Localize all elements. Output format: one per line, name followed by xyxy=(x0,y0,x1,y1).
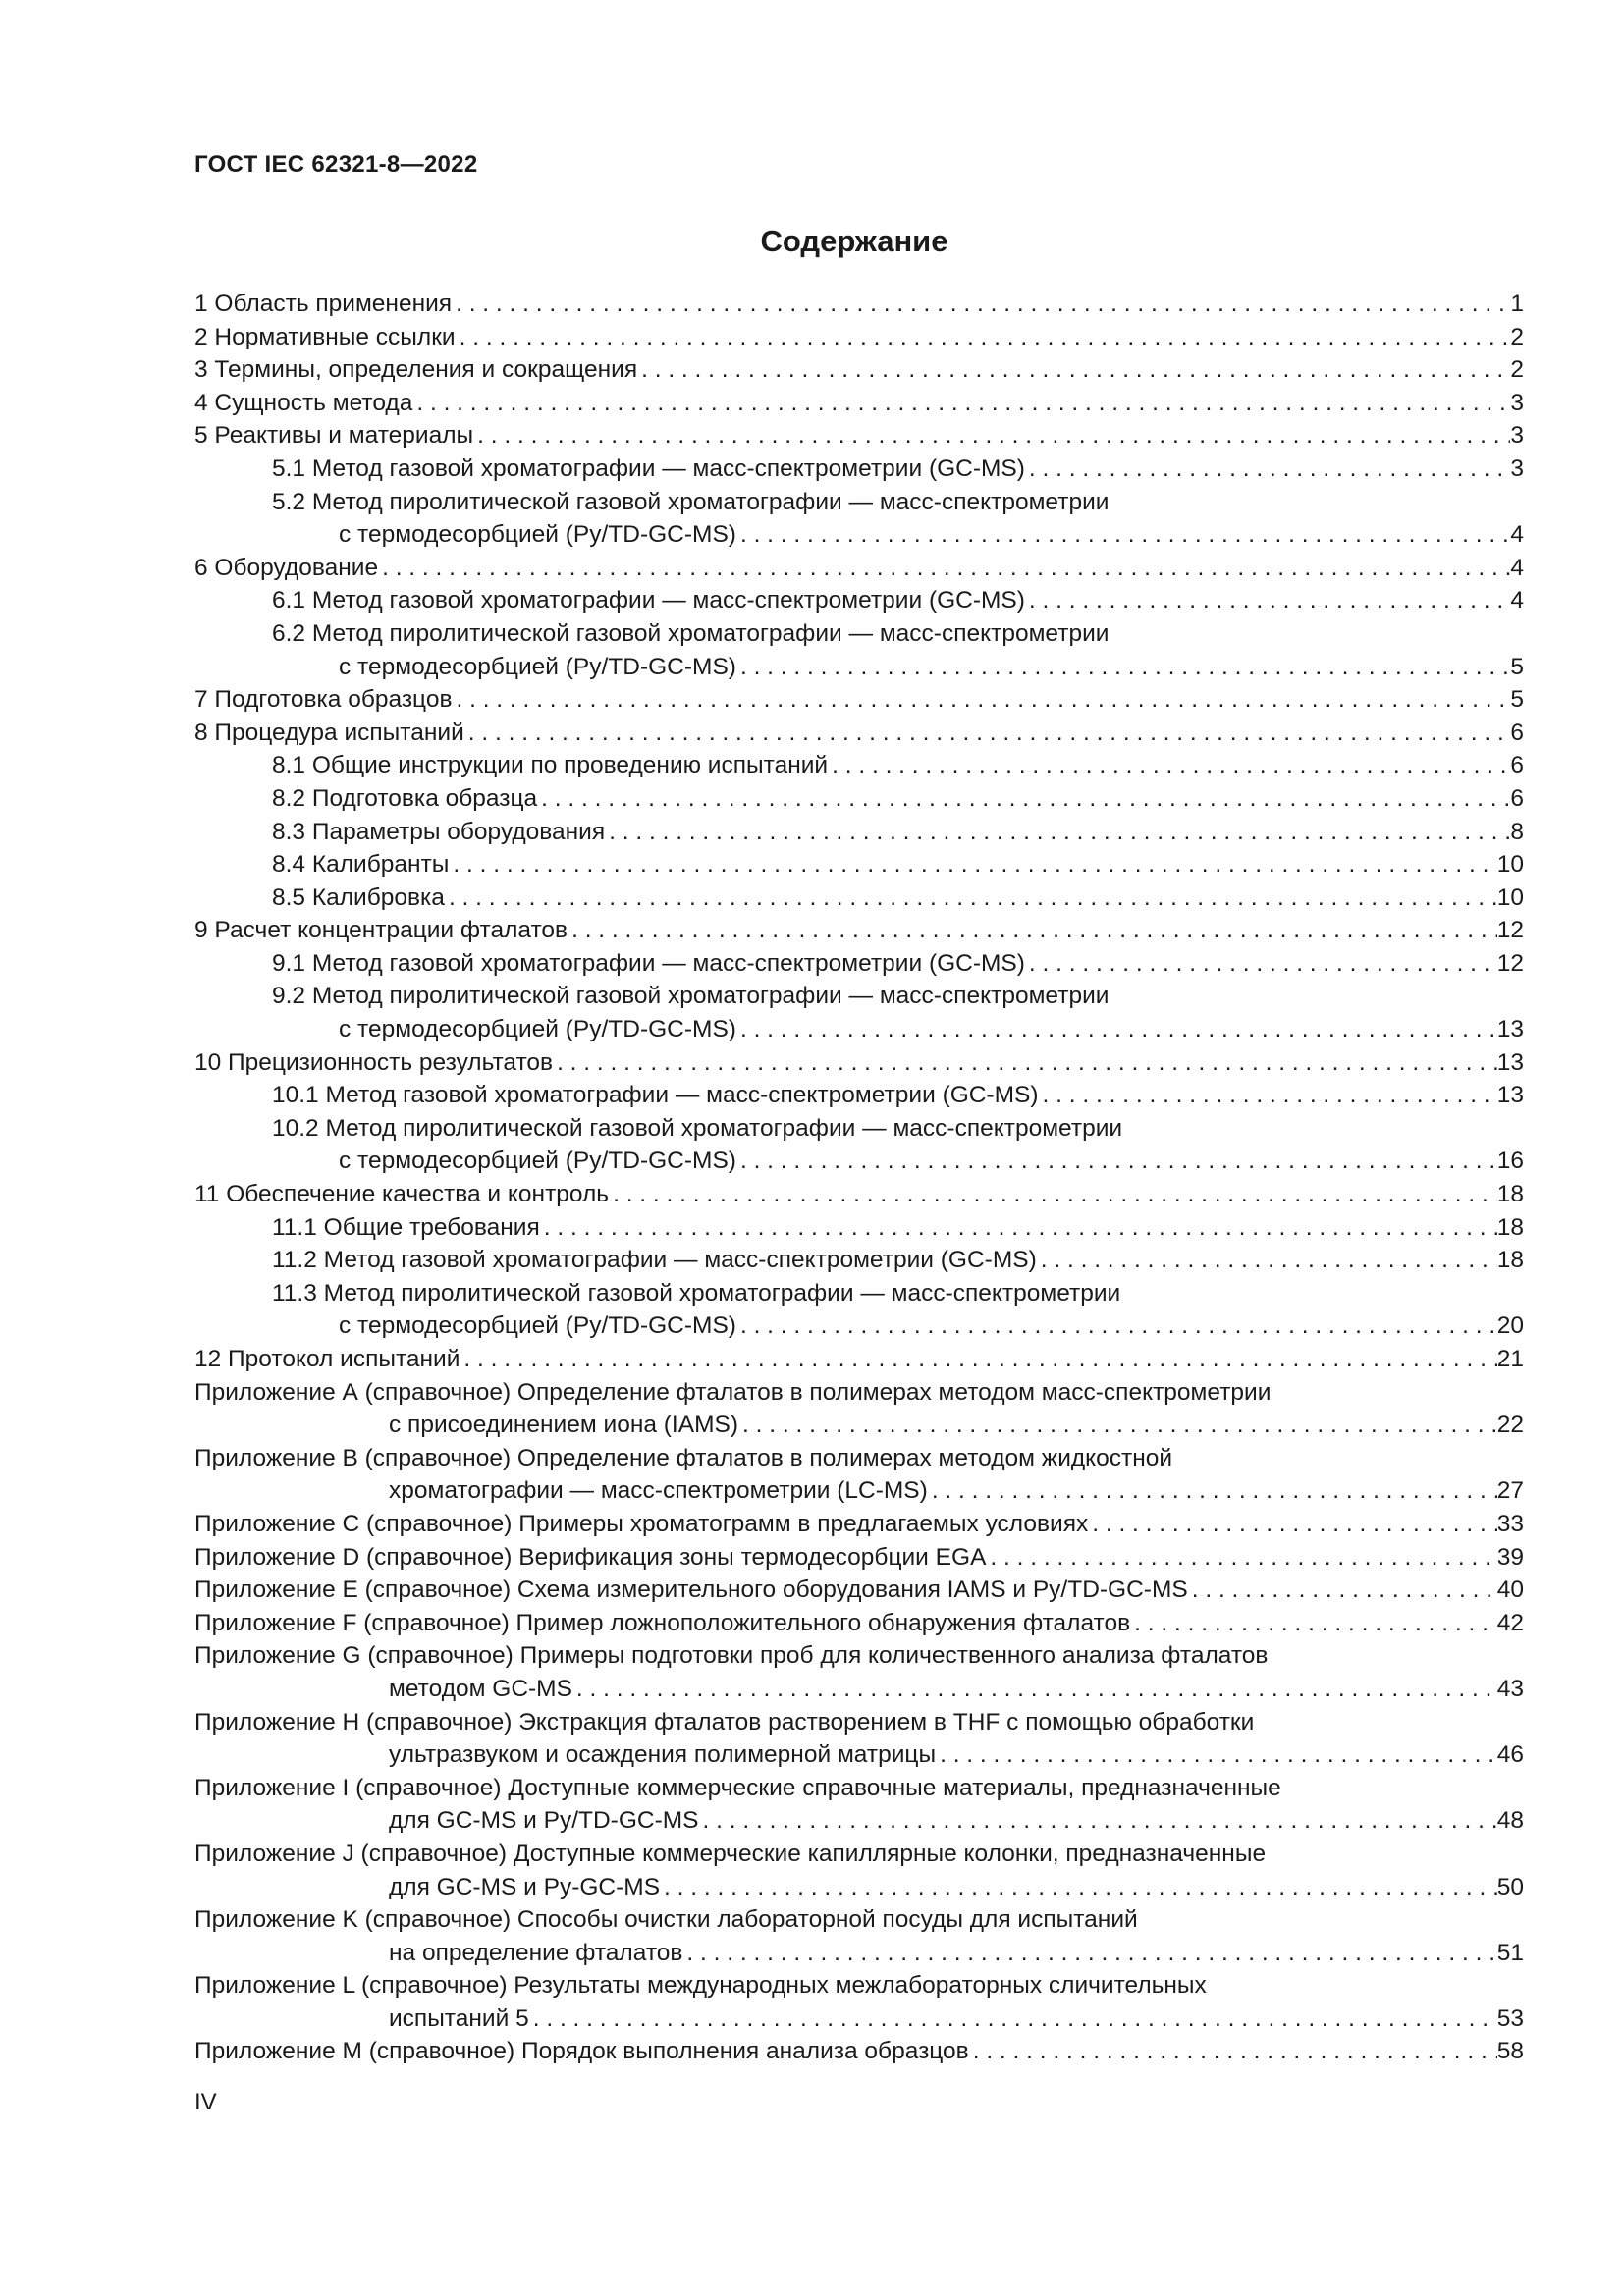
toc-entry[interactable] xyxy=(194,1343,1524,1376)
toc-entry[interactable] xyxy=(194,749,1524,782)
dot-leader xyxy=(703,1804,1497,1838)
toc-entry[interactable] xyxy=(194,848,1524,881)
toc-page-number: 42 xyxy=(1496,1609,1524,1636)
toc-entry-title: Приложение В (справочное) Определение фталатов в полимерах методом жидкостной xyxy=(194,1444,1173,1471)
toc-page-number: 6 xyxy=(1510,752,1524,779)
toc-entry[interactable] xyxy=(194,288,1524,321)
dot-leader xyxy=(740,1013,1497,1046)
toc-entry-title: 8 Процедура испытаний xyxy=(194,719,464,746)
toc-page-number: 5 xyxy=(1510,686,1524,714)
toc-page-number: 39 xyxy=(1496,1543,1524,1571)
toc-entry-title: 9.2 Метод пиролитической газовой хроматографии — масс-спектрометрии xyxy=(272,983,1110,1010)
toc-entry[interactable] xyxy=(194,617,1524,683)
toc-entry-title: Приложение L (справочное) Результаты международных межлабораторных сличительных xyxy=(194,1972,1207,2000)
toc-entry-title: 11.3 Метод пиролитической газовой хроматографии — масс-спектрометрии xyxy=(272,1279,1121,1307)
dot-leader xyxy=(973,2035,1497,2068)
toc-entry-title: 6.2 Метод пиролитической газовой хроматографии — масс-спектрометрии xyxy=(272,619,1110,647)
dot-leader xyxy=(533,2002,1497,2036)
toc-page-number: 58 xyxy=(1496,2038,1524,2065)
toc-entry-title: с термодесорбцией (Py/TD-GC-MS) xyxy=(339,1016,736,1043)
toc-entry-title: Приложение А (справочное) Определение фталатов в полимерах методом масс-спектрометрии xyxy=(194,1378,1272,1406)
dot-leader xyxy=(932,1474,1497,1508)
toc-entry-title: 8.1 Общие инструкции по проведению испытаний xyxy=(272,752,829,779)
toc-entry[interactable] xyxy=(194,486,1524,552)
toc-page-number: 4 xyxy=(1510,554,1524,581)
toc-entry[interactable] xyxy=(194,453,1524,486)
toc-entry-title: Приложение J (справочное) Доступные коммерческие капиллярные колонки, предназначенные xyxy=(194,1840,1267,1867)
toc-entry-title: для GC-MS и Py-GC-MS xyxy=(389,1873,661,1900)
dot-leader xyxy=(468,717,1511,750)
toc-entry[interactable] xyxy=(194,1541,1524,1575)
toc-page-number: 50 xyxy=(1496,1873,1524,1900)
dot-leader xyxy=(544,1211,1497,1245)
toc-entry-title: для GC-MS и Py/TD-GC-MS xyxy=(389,1807,699,1835)
toc-entry[interactable] xyxy=(194,1277,1524,1343)
dot-leader xyxy=(613,1178,1497,1211)
toc-entry-title: на определение фталатов xyxy=(389,1939,683,1966)
toc-page-number: 3 xyxy=(1510,422,1524,450)
dot-leader xyxy=(641,353,1510,387)
toc-entry-title: Приложение F (справочное) Пример ложноположительного обнаружения фталатов xyxy=(194,1609,1131,1636)
toc-entry-title: 5 Реактивы и материалы xyxy=(194,422,474,450)
toc-entry-title: 8.3 Параметры оборудования xyxy=(272,818,606,845)
toc-entry-title: 11 Обеспечение качества и контроль xyxy=(194,1181,610,1208)
toc-entry-title: Приложение D (справочное) Верификация зоны термодесорбции EGA xyxy=(194,1543,987,1571)
dot-leader xyxy=(456,683,1510,717)
dot-leader xyxy=(940,1738,1497,1772)
toc-page-number: 16 xyxy=(1496,1148,1524,1175)
dot-leader xyxy=(456,288,1510,321)
toc-page-number: 2 xyxy=(1510,323,1524,350)
toc-page-number: 53 xyxy=(1496,2004,1524,2032)
toc-entry[interactable] xyxy=(194,552,1524,585)
toc-page-number: 20 xyxy=(1496,1312,1524,1340)
toc-page-number: 10 xyxy=(1496,883,1524,911)
dot-leader xyxy=(740,651,1510,684)
toc-entry[interactable] xyxy=(194,419,1524,453)
dot-leader xyxy=(416,387,1510,420)
dot-leader xyxy=(740,1145,1497,1178)
dot-leader xyxy=(453,848,1496,881)
toc-entry-title: Приложение Н (справочное) Экстракция фталатов растворением в THF с помощью обработки xyxy=(194,1708,1255,1735)
toc-page-number: 8 xyxy=(1510,818,1524,845)
toc-page-number: 12 xyxy=(1496,917,1524,944)
toc-entry-title: 4 Сущность метода xyxy=(194,389,413,416)
toc-entry-title: хроматографии — масс-спектрометрии (LC-MS) xyxy=(389,1477,928,1505)
toc-page-number: 5 xyxy=(1510,653,1524,680)
toc-entry[interactable] xyxy=(194,1607,1524,1640)
toc-entry[interactable] xyxy=(194,782,1524,816)
toc-entry[interactable] xyxy=(194,1969,1524,2035)
toc-entry[interactable] xyxy=(194,914,1524,947)
toc-page-number: 13 xyxy=(1496,1016,1524,1043)
toc-entry-title: 8.4 Калибранты xyxy=(272,851,450,879)
dot-leader xyxy=(1029,453,1510,486)
toc-page-number: 40 xyxy=(1496,1576,1524,1604)
toc-entry-title: Приложение G (справочное) Примеры подготовки проб для количественного анализа фталатов xyxy=(194,1642,1269,1670)
toc-entry-title: испытаний 5 xyxy=(389,2004,529,2032)
dot-leader xyxy=(557,1046,1497,1080)
toc-entry[interactable] xyxy=(194,980,1524,1045)
toc-page-number: 6 xyxy=(1510,784,1524,812)
dot-leader xyxy=(664,1871,1497,1904)
toc-entry-title: 11.2 Метод газовой хроматографии — масс-спектрометрии (GC-MS) xyxy=(272,1247,1037,1274)
toc-entry-title: 10 Прецизионность результатов xyxy=(194,1048,554,1076)
toc-entry[interactable] xyxy=(194,1442,1524,1508)
toc-entry-title: 11.1 Общие требования xyxy=(272,1213,540,1241)
toc-entry-title: с присоединением иона (IAMS) xyxy=(389,1412,738,1439)
toc-page-number: 3 xyxy=(1510,389,1524,416)
table-of-contents xyxy=(194,288,1524,2068)
toc-entry-title: Приложение М (справочное) Порядок выполнения анализа образцов xyxy=(194,2038,969,2065)
toc-title: Содержание xyxy=(760,224,948,258)
toc-entry-title: 2 Нормативные ссылки xyxy=(194,323,456,350)
toc-page-number: 21 xyxy=(1496,1346,1524,1372)
toc-page-number: 22 xyxy=(1496,1412,1524,1439)
dot-leader xyxy=(990,1541,1496,1575)
toc-page-number: 46 xyxy=(1496,1741,1524,1769)
toc-entry-title: Приложение Е (справочное) Схема измерительного оборудования IAMS и Py/TD-GC-MS xyxy=(194,1576,1188,1604)
toc-entry[interactable] xyxy=(194,1772,1524,1838)
toc-entry[interactable] xyxy=(194,1079,1524,1112)
toc-entry-title: методом GC-MS xyxy=(389,1675,572,1702)
dot-leader xyxy=(1041,1244,1497,1277)
toc-entry[interactable] xyxy=(194,353,1524,387)
toc-entry-title: ультразвуком и осаждения полимерной матрицы xyxy=(389,1741,937,1769)
dot-leader xyxy=(1029,947,1497,981)
toc-entry[interactable] xyxy=(194,1706,1524,1772)
toc-entry-title: с термодесорбцией (Py/TD-GC-MS) xyxy=(339,1148,736,1175)
toc-entry-title: 3 Термины, определения и сокращения xyxy=(194,356,638,384)
toc-entry[interactable] xyxy=(194,1639,1524,1705)
toc-entry-title: 8.5 Калибровка xyxy=(272,883,445,911)
toc-page-number: 10 xyxy=(1496,851,1524,879)
dot-leader xyxy=(449,881,1497,915)
toc-entry-title: 5.1 Метод газовой хроматографии — масс-спектрометрии (GC-MS) xyxy=(272,454,1025,482)
toc-entry-title: Приложение I (справочное) Доступные коммерческие справочные материалы, предназначенные xyxy=(194,1774,1281,1801)
toc-entry[interactable] xyxy=(194,1112,1524,1178)
toc-page-number: 3 xyxy=(1510,454,1524,482)
dot-leader xyxy=(382,552,1510,585)
toc-page-number: 13 xyxy=(1496,1082,1524,1109)
toc-entry-title: Приложение K (справочное) Способы очистки лабораторной посуды для испытаний xyxy=(194,1906,1138,1934)
dot-leader xyxy=(477,419,1510,453)
toc-entry-title: 9 Расчет концентрации фталатов xyxy=(194,917,568,944)
dot-leader xyxy=(832,749,1510,782)
toc-entry[interactable] xyxy=(194,881,1524,915)
dot-leader xyxy=(1134,1607,1497,1640)
toc-entry-title: 9.1 Метод газовой хроматографии — масс-спектрометрии (GC-MS) xyxy=(272,949,1025,977)
toc-page-number: 1 xyxy=(1510,291,1524,317)
toc-entry[interactable] xyxy=(194,1244,1524,1277)
toc-page-number: 18 xyxy=(1496,1247,1524,1274)
toc-entry[interactable] xyxy=(194,584,1524,617)
toc-entry-title: Приложение С (справочное) Примеры хроматограмм в предлагаемых условиях xyxy=(194,1510,1089,1537)
toc-entry-title: с термодесорбцией (Py/TD-GC-MS) xyxy=(339,1312,736,1340)
toc-entry[interactable] xyxy=(194,1508,1524,1541)
toc-page-number: 43 xyxy=(1496,1675,1524,1702)
toc-entry[interactable] xyxy=(194,816,1524,849)
toc-entry-title: 8.2 Подготовка образца xyxy=(272,784,538,812)
toc-page-number: 13 xyxy=(1496,1048,1524,1076)
dot-leader xyxy=(1029,584,1510,617)
dot-leader xyxy=(571,914,1497,947)
toc-page-number: 51 xyxy=(1496,1939,1524,1966)
toc-entry[interactable] xyxy=(194,1376,1524,1442)
dot-leader xyxy=(740,1309,1497,1343)
dot-leader xyxy=(686,1937,1496,1970)
page-number: IV xyxy=(194,2089,217,2115)
dot-leader xyxy=(609,816,1510,849)
dot-leader xyxy=(576,1673,1497,1706)
toc-page-number: 18 xyxy=(1496,1213,1524,1241)
toc-entry[interactable] xyxy=(194,1574,1524,1607)
toc-entry-title: 10.2 Метод пиролитической газовой хроматографии — масс-спектрометрии xyxy=(272,1114,1123,1142)
toc-page-number: 4 xyxy=(1510,521,1524,549)
toc-entry[interactable] xyxy=(194,1046,1524,1080)
dot-leader xyxy=(460,321,1511,354)
toc-page-number: 33 xyxy=(1496,1510,1524,1537)
toc-entry-title: 5.2 Метод пиролитической газовой хроматографии — масс-спектрометрии xyxy=(272,488,1110,515)
toc-entry-title: 6.1 Метод газовой хроматографии — масс-спектрометрии (GC-MS) xyxy=(272,587,1025,614)
document-header: ГОСТ IEC 62321-8—2022 xyxy=(194,151,478,178)
toc-entry[interactable] xyxy=(194,387,1524,420)
dot-leader xyxy=(463,1343,1496,1376)
toc-page-number: 48 xyxy=(1496,1807,1524,1835)
toc-entry[interactable] xyxy=(194,1211,1524,1245)
toc-entry-title: 7 Подготовка образцов xyxy=(194,686,453,714)
toc-entry-title: 1 Область применения xyxy=(194,291,453,317)
dot-leader xyxy=(740,518,1510,552)
toc-page-number: 6 xyxy=(1510,719,1524,746)
toc-entry[interactable] xyxy=(194,321,1524,354)
dot-leader xyxy=(1043,1079,1497,1112)
toc-page-number: 27 xyxy=(1496,1477,1524,1505)
toc-page-number: 12 xyxy=(1496,949,1524,977)
toc-entry[interactable] xyxy=(194,683,1524,717)
dot-leader xyxy=(742,1409,1497,1442)
toc-entry[interactable] xyxy=(194,1903,1524,1969)
toc-entry[interactable] xyxy=(194,1838,1524,1903)
toc-entry[interactable] xyxy=(194,2035,1524,2068)
toc-entry[interactable] xyxy=(194,717,1524,750)
toc-entry-title: с термодесорбцией (Py/TD-GC-MS) xyxy=(339,653,736,680)
toc-page-number: 2 xyxy=(1510,356,1524,384)
toc-entry-title: 6 Оборудование xyxy=(194,554,379,581)
toc-entry[interactable] xyxy=(194,947,1524,981)
dot-leader xyxy=(1192,1574,1497,1607)
toc-entry-title: с термодесорбцией (Py/TD-GC-MS) xyxy=(339,521,736,549)
dot-leader xyxy=(541,782,1510,816)
toc-entry-title: 12 Протокол испытаний xyxy=(194,1346,460,1372)
toc-page-number: 4 xyxy=(1510,587,1524,614)
toc-page-number: 18 xyxy=(1496,1181,1524,1208)
toc-entry-title: 10.1 Метод газовой хроматографии — масс-спектрометрии (GC-MS) xyxy=(272,1082,1039,1109)
dot-leader xyxy=(1092,1508,1497,1541)
toc-entry[interactable] xyxy=(194,1178,1524,1211)
